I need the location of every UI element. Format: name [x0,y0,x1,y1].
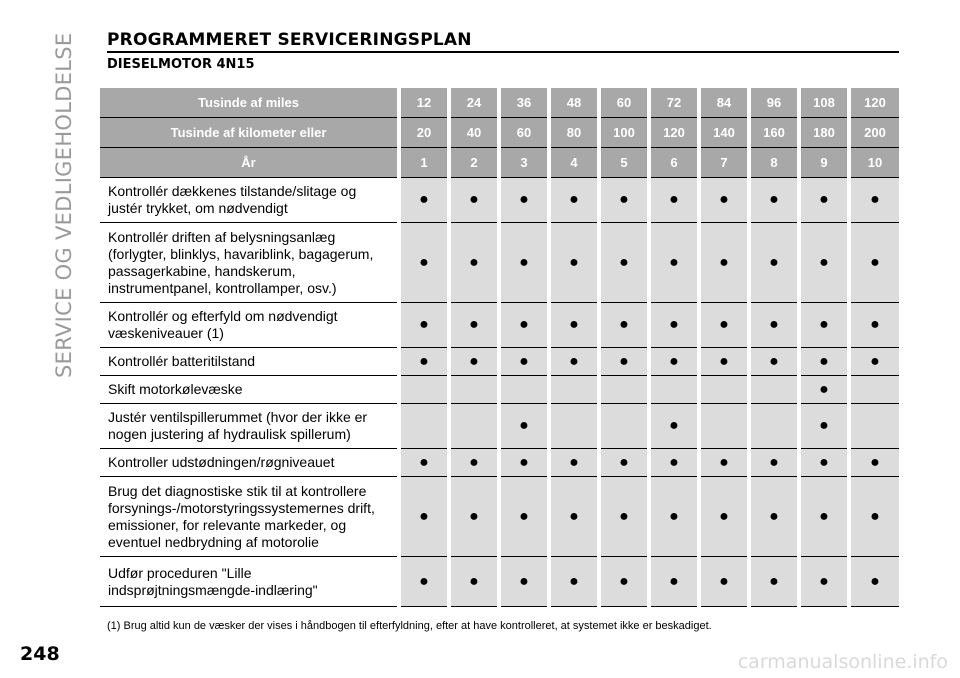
service-dot-cell [799,376,849,404]
service-dot-icon: ● [469,191,479,208]
service-schedule-table [100,88,899,607]
service-dot-icon: ● [870,191,880,208]
service-dot-icon: ● [619,352,629,370]
empty-cell [449,404,499,449]
header-row [100,118,899,148]
service-dot-cell [599,303,649,348]
service-dot-cell [449,449,499,477]
side-section-title: SERVICE OG VEDLIGEHOLDELSE [52,32,76,378]
header-interval-value: 200 [849,118,899,148]
service-dot-icon: ● [669,253,679,271]
header-interval-value: 96 [749,88,799,118]
header-interval-value: 80 [549,118,599,148]
service-dot-icon: ● [419,253,429,271]
service-dot-cell [749,223,799,303]
service-dot-cell [849,223,899,303]
service-dot-icon: ● [719,352,729,370]
service-dot-cell [549,557,599,607]
service-task-label: Skift motorkølevæske [100,376,399,404]
empty-cell [449,376,499,404]
empty-cell [599,376,649,404]
service-dot-icon: ● [669,316,679,333]
table-row [100,348,899,376]
footnote: (1) Brug altid kun de væsker der vises i håndbogen til efterfyldning, efter at have kontrolleret, at systemet ikke er beskadiget. [107,620,712,632]
header-row-label: År [100,148,399,178]
service-dot-icon: ● [619,507,629,525]
service-dot-cell [699,557,749,607]
header-interval-value: 60 [599,88,649,118]
service-dot-cell [499,404,549,449]
empty-cell [749,376,799,404]
service-dot-cell [699,449,749,477]
service-dot-cell [649,449,699,477]
service-dot-cell [849,477,899,557]
empty-cell [849,376,899,404]
service-dot-icon: ● [519,316,529,333]
service-dot-cell [649,348,699,376]
title-rule [107,51,899,53]
service-dot-icon: ● [819,380,829,398]
service-dot-icon: ● [569,507,579,525]
service-dot-cell [849,178,899,223]
header-interval-value: 160 [749,118,799,148]
service-dot-icon: ● [870,453,880,471]
service-dot-icon: ● [819,453,829,471]
service-dot-icon: ● [569,453,579,471]
service-task-label: Udfør proceduren "Lille indsprøjtningsmængde-indlæring" [100,557,399,607]
service-dot-icon: ● [819,253,829,271]
service-task-label: Brug det diagnostiske stik til at kontrollere forsynings-/motorstyringssystemernes drift, emissioner, for relevante markeder, og eventuel nedbrydning af motorolie [100,477,399,557]
service-dot-icon: ● [669,191,679,208]
service-dot-icon: ● [519,417,529,434]
service-dot-cell [849,557,899,607]
header-interval-value: 140 [699,118,749,148]
service-dot-cell [699,303,749,348]
header-interval-value: 24 [449,88,499,118]
header-interval-value: 5 [599,148,649,178]
service-dot-cell [799,404,849,449]
service-dot-icon: ● [619,253,629,271]
header-interval-value: 60 [499,118,549,148]
service-dot-icon: ● [469,316,479,333]
service-dot-cell [799,557,849,607]
service-dot-icon: ● [769,572,779,590]
header-interval-value: 6 [649,148,699,178]
service-dot-icon: ● [419,191,429,208]
service-dot-icon: ● [769,352,779,370]
service-dot-icon: ● [769,453,779,471]
service-dot-cell [749,348,799,376]
service-dot-cell [399,303,449,348]
service-dot-icon: ● [769,191,779,208]
service-dot-cell [449,477,499,557]
table-row [100,404,899,449]
service-dot-icon: ● [519,191,529,208]
service-dot-cell [599,178,649,223]
service-dot-cell [749,178,799,223]
service-dot-icon: ● [519,352,529,370]
service-dot-icon: ● [619,572,629,590]
service-dot-cell [599,557,649,607]
service-dot-cell [499,557,549,607]
service-task-label: Kontrollér dækkenes tilstande/slitage og justér trykket, om nødvendigt [100,178,399,223]
service-dot-cell [399,477,449,557]
page-subtitle: DIESELMOTOR 4N15 [107,57,255,72]
service-dot-cell [749,303,799,348]
service-dot-cell [499,178,549,223]
service-dot-cell [649,477,699,557]
service-dot-icon: ● [719,507,729,525]
header-row-label: Tusinde af kilometer eller [100,118,399,148]
service-dot-icon: ● [870,316,880,333]
header-interval-value: 100 [599,118,649,148]
service-dot-icon: ● [519,453,529,471]
service-dot-icon: ● [419,507,429,525]
table-row [100,449,899,477]
service-dot-icon: ● [819,352,829,370]
service-dot-icon: ● [819,191,829,208]
header-interval-value: 36 [499,88,549,118]
service-dot-cell [699,348,749,376]
service-dot-cell [649,303,699,348]
service-task-label: Kontrollér batteritilstand [100,348,399,376]
service-dot-cell [649,223,699,303]
service-dot-cell [549,449,599,477]
service-dot-icon: ● [419,572,429,590]
service-dot-icon: ● [769,253,779,271]
service-dot-icon: ● [419,352,429,370]
service-dot-cell [499,477,549,557]
service-dot-icon: ● [719,316,729,333]
service-dot-cell [849,449,899,477]
empty-cell [549,404,599,449]
header-interval-value: 10 [849,148,899,178]
service-dot-icon: ● [569,316,579,333]
service-dot-cell [549,303,599,348]
header-interval-value: 9 [799,148,849,178]
service-dot-icon: ● [669,507,679,525]
header-interval-value: 20 [399,118,449,148]
service-dot-icon: ● [669,453,679,471]
service-dot-icon: ● [819,417,829,434]
service-dot-icon: ● [870,507,880,525]
table-row [100,223,899,303]
empty-cell [749,404,799,449]
service-dot-cell [449,178,499,223]
service-dot-cell [699,178,749,223]
service-dot-icon: ● [669,417,679,434]
service-dot-cell [399,557,449,607]
service-dot-icon: ● [569,253,579,271]
service-dot-cell [399,178,449,223]
header-interval-value: 84 [699,88,749,118]
empty-cell [399,404,449,449]
service-dot-cell [799,449,849,477]
service-dot-cell [449,557,499,607]
header-row [100,88,899,118]
service-dot-cell [749,449,799,477]
service-dot-icon: ● [569,572,579,590]
service-dot-icon: ● [870,572,880,590]
empty-cell [599,404,649,449]
service-dot-cell [399,449,449,477]
header-row [100,148,899,178]
service-dot-cell [549,178,599,223]
table-row [100,303,899,348]
service-dot-icon: ● [819,507,829,525]
header-interval-value: 2 [449,148,499,178]
header-interval-value: 7 [699,148,749,178]
service-task-label: Kontrollér driften af belysningsanlæg (forlygter, blinklys, havariblink, bagagerum, passagerkabine, handskerum, instrumentpanel, kontrollamper, osv.) [100,223,399,303]
service-dot-cell [399,223,449,303]
service-dot-icon: ● [469,572,479,590]
service-task-label: Kontroller udstødningen/røgniveauet [100,449,399,477]
service-dot-cell [599,223,649,303]
service-dot-icon: ● [870,253,880,271]
service-dot-icon: ● [719,253,729,271]
service-dot-cell [649,404,699,449]
empty-cell [399,376,449,404]
service-dot-icon: ● [519,572,529,590]
service-dot-icon: ● [419,316,429,333]
service-dot-cell [499,348,549,376]
header-interval-value: 48 [549,88,599,118]
header-interval-value: 120 [849,88,899,118]
service-dot-cell [699,477,749,557]
empty-cell [549,376,599,404]
service-dot-cell [499,303,549,348]
service-dot-icon: ● [569,352,579,370]
service-dot-cell [549,477,599,557]
service-dot-cell [849,348,899,376]
service-dot-icon: ● [819,316,829,333]
page-title: PROGRAMMERET SERVICERINGSPLAN [107,30,472,50]
service-dot-icon: ● [619,453,629,471]
service-dot-cell [799,477,849,557]
service-dot-cell [649,557,699,607]
service-dot-icon: ● [569,191,579,208]
table-row [100,557,899,607]
empty-cell [849,404,899,449]
service-dot-icon: ● [519,507,529,525]
service-dot-cell [799,303,849,348]
service-dot-cell [549,348,599,376]
service-dot-icon: ● [469,453,479,471]
service-dot-cell [799,348,849,376]
service-dot-icon: ● [519,253,529,271]
service-dot-icon: ● [619,191,629,208]
service-dot-cell [549,223,599,303]
service-dot-cell [649,178,699,223]
empty-cell [649,376,699,404]
table-row [100,178,899,223]
service-dot-cell [599,477,649,557]
service-dot-cell [399,348,449,376]
empty-cell [699,376,749,404]
service-dot-icon: ● [769,316,779,333]
service-dot-cell [599,348,649,376]
header-interval-value: 72 [649,88,699,118]
empty-cell [699,404,749,449]
service-dot-icon: ● [419,453,429,471]
service-dot-icon: ● [870,352,880,370]
service-dot-cell [449,303,499,348]
service-dot-cell [449,223,499,303]
header-interval-value: 8 [749,148,799,178]
header-interval-value: 1 [399,148,449,178]
service-dot-icon: ● [469,253,479,271]
header-row-label: Tusinde af miles [100,88,399,118]
header-interval-value: 40 [449,118,499,148]
service-dot-icon: ● [719,572,729,590]
service-dot-icon: ● [469,352,479,370]
service-dot-cell [699,223,749,303]
service-dot-cell [449,348,499,376]
service-dot-icon: ● [769,507,779,525]
header-interval-value: 3 [499,148,549,178]
service-dot-cell [849,303,899,348]
empty-cell [499,376,549,404]
service-dot-icon: ● [819,572,829,590]
service-dot-cell [499,223,549,303]
service-task-label: Justér ventilspillerummet (hvor der ikke er nogen justering af hydraulisk spillerum) [100,404,399,449]
service-dot-icon: ● [669,352,679,370]
table-row [100,376,899,404]
service-dot-cell [799,178,849,223]
header-interval-value: 108 [799,88,849,118]
page-number: 248 [20,643,60,665]
service-dot-icon: ● [469,507,479,525]
service-dot-cell [599,449,649,477]
service-dot-cell [799,223,849,303]
service-dot-icon: ● [719,191,729,208]
header-interval-value: 12 [399,88,449,118]
service-dot-icon: ● [669,572,679,590]
header-interval-value: 180 [799,118,849,148]
header-interval-value: 4 [549,148,599,178]
header-interval-value: 120 [649,118,699,148]
table-row [100,477,899,557]
service-dot-icon: ● [619,316,629,333]
service-dot-icon: ● [719,453,729,471]
service-task-label: Kontrollér og efterfyld om nødvendigt væskeniveauer (1) [100,303,399,348]
service-dot-cell [499,449,549,477]
service-dot-cell [749,477,799,557]
service-dot-cell [749,557,799,607]
watermark: carmanualsonline.info [737,651,948,673]
